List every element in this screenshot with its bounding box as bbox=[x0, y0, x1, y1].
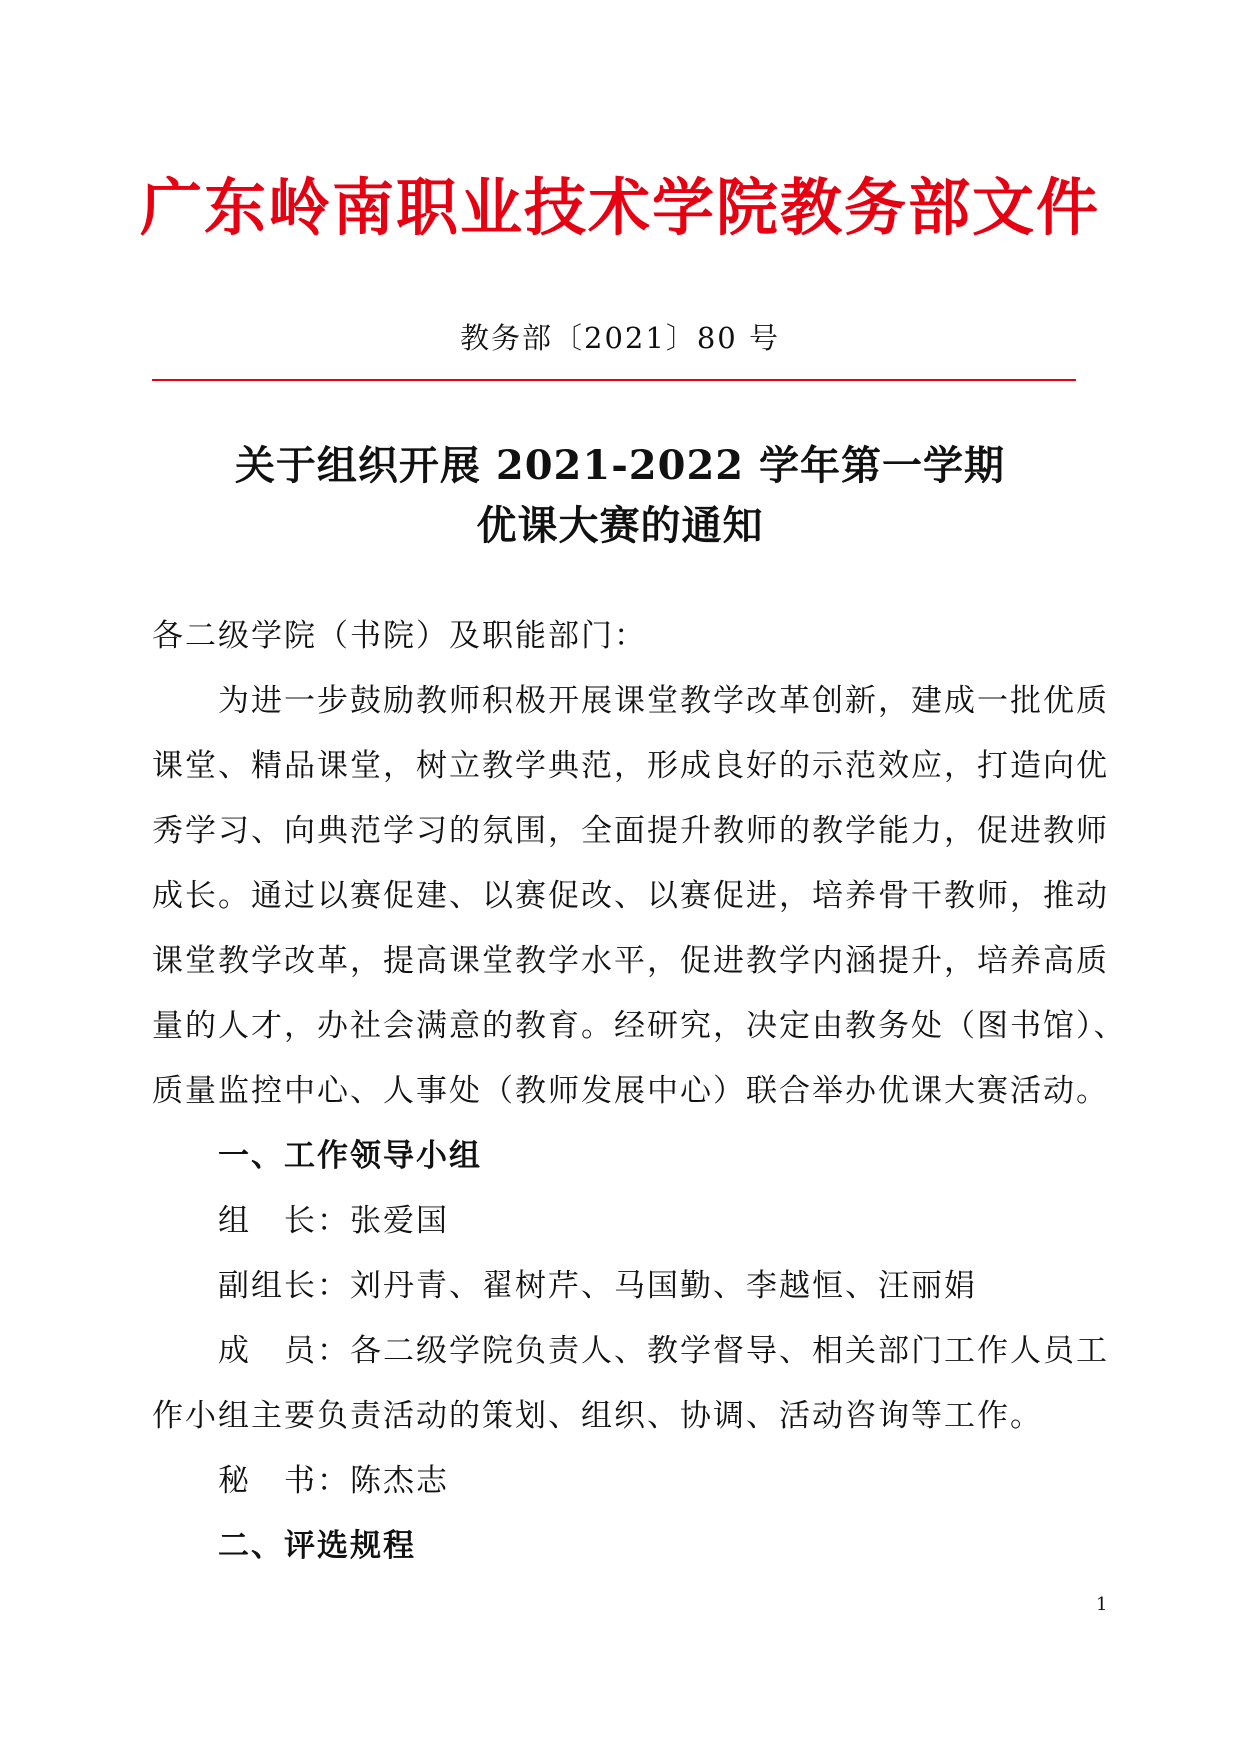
group-members-line-2: 作小组主要负责活动的策划、组织、协调、活动咨询等工作。 bbox=[152, 1398, 1043, 1434]
group-members-line-1: 成 员：各二级学院负责人、教学督导、相关部门工作人员工 bbox=[218, 1333, 1109, 1369]
red-divider-line bbox=[152, 379, 1076, 381]
page-number: 1 bbox=[1096, 1594, 1108, 1615]
notice-title-line-2: 优课大赛的通知 bbox=[476, 502, 764, 549]
paragraph-line: 课堂教学改革，提高课堂教学水平，促进教学内涵提升，培养高质 bbox=[152, 943, 1109, 979]
paragraph-line: 为进一步鼓励教师积极开展课堂教学改革创新，建成一批优质 bbox=[218, 683, 1109, 719]
paragraph-line: 量的人才，办社会满意的教育。经研究，决定由教务处（图书馆）、 bbox=[152, 1008, 1127, 1044]
issuer-header-title: 广东岭南职业技术学院教务部文件 bbox=[139, 171, 1100, 244]
paragraph-line: 秀学习、向典范学习的氛围，全面提升教师的教学能力，促进教师 bbox=[152, 813, 1109, 849]
notice-title bbox=[0, 436, 1240, 556]
group-secretary: 秘 书：陈杰志 bbox=[218, 1463, 449, 1499]
group-leader: 组 长：张爱国 bbox=[218, 1203, 449, 1239]
paragraph-line: 课堂、精品课堂，树立教学典范，形成良好的示范效应，打造向优 bbox=[152, 748, 1109, 784]
notice-title-line-1: 关于组织开展 2021-2022 学年第一学期 bbox=[234, 442, 1006, 489]
intro-paragraph bbox=[152, 669, 1127, 1124]
section-heading-selection-rules: 二、评选规程 bbox=[218, 1528, 416, 1564]
section-heading-leadership-group: 一、工作领导小组 bbox=[218, 1138, 482, 1174]
paragraph-line: 成长。通过以赛促建、以赛促改、以赛促进，培养骨干教师，推动 bbox=[152, 878, 1109, 914]
paragraph-line: 质量监控中心、人事处（教师发展中心）联合举办优课大赛活动。 bbox=[152, 1073, 1109, 1109]
document-number: 教务部〔2021〕80 号 bbox=[460, 321, 780, 355]
salutation: 各二级学院（书院）及职能部门： bbox=[152, 618, 647, 654]
deputy-group-leaders: 副组长：刘丹青、翟树芹、马国勤、李越恒、汪丽娟 bbox=[218, 1268, 977, 1304]
document-body bbox=[152, 604, 1127, 1579]
